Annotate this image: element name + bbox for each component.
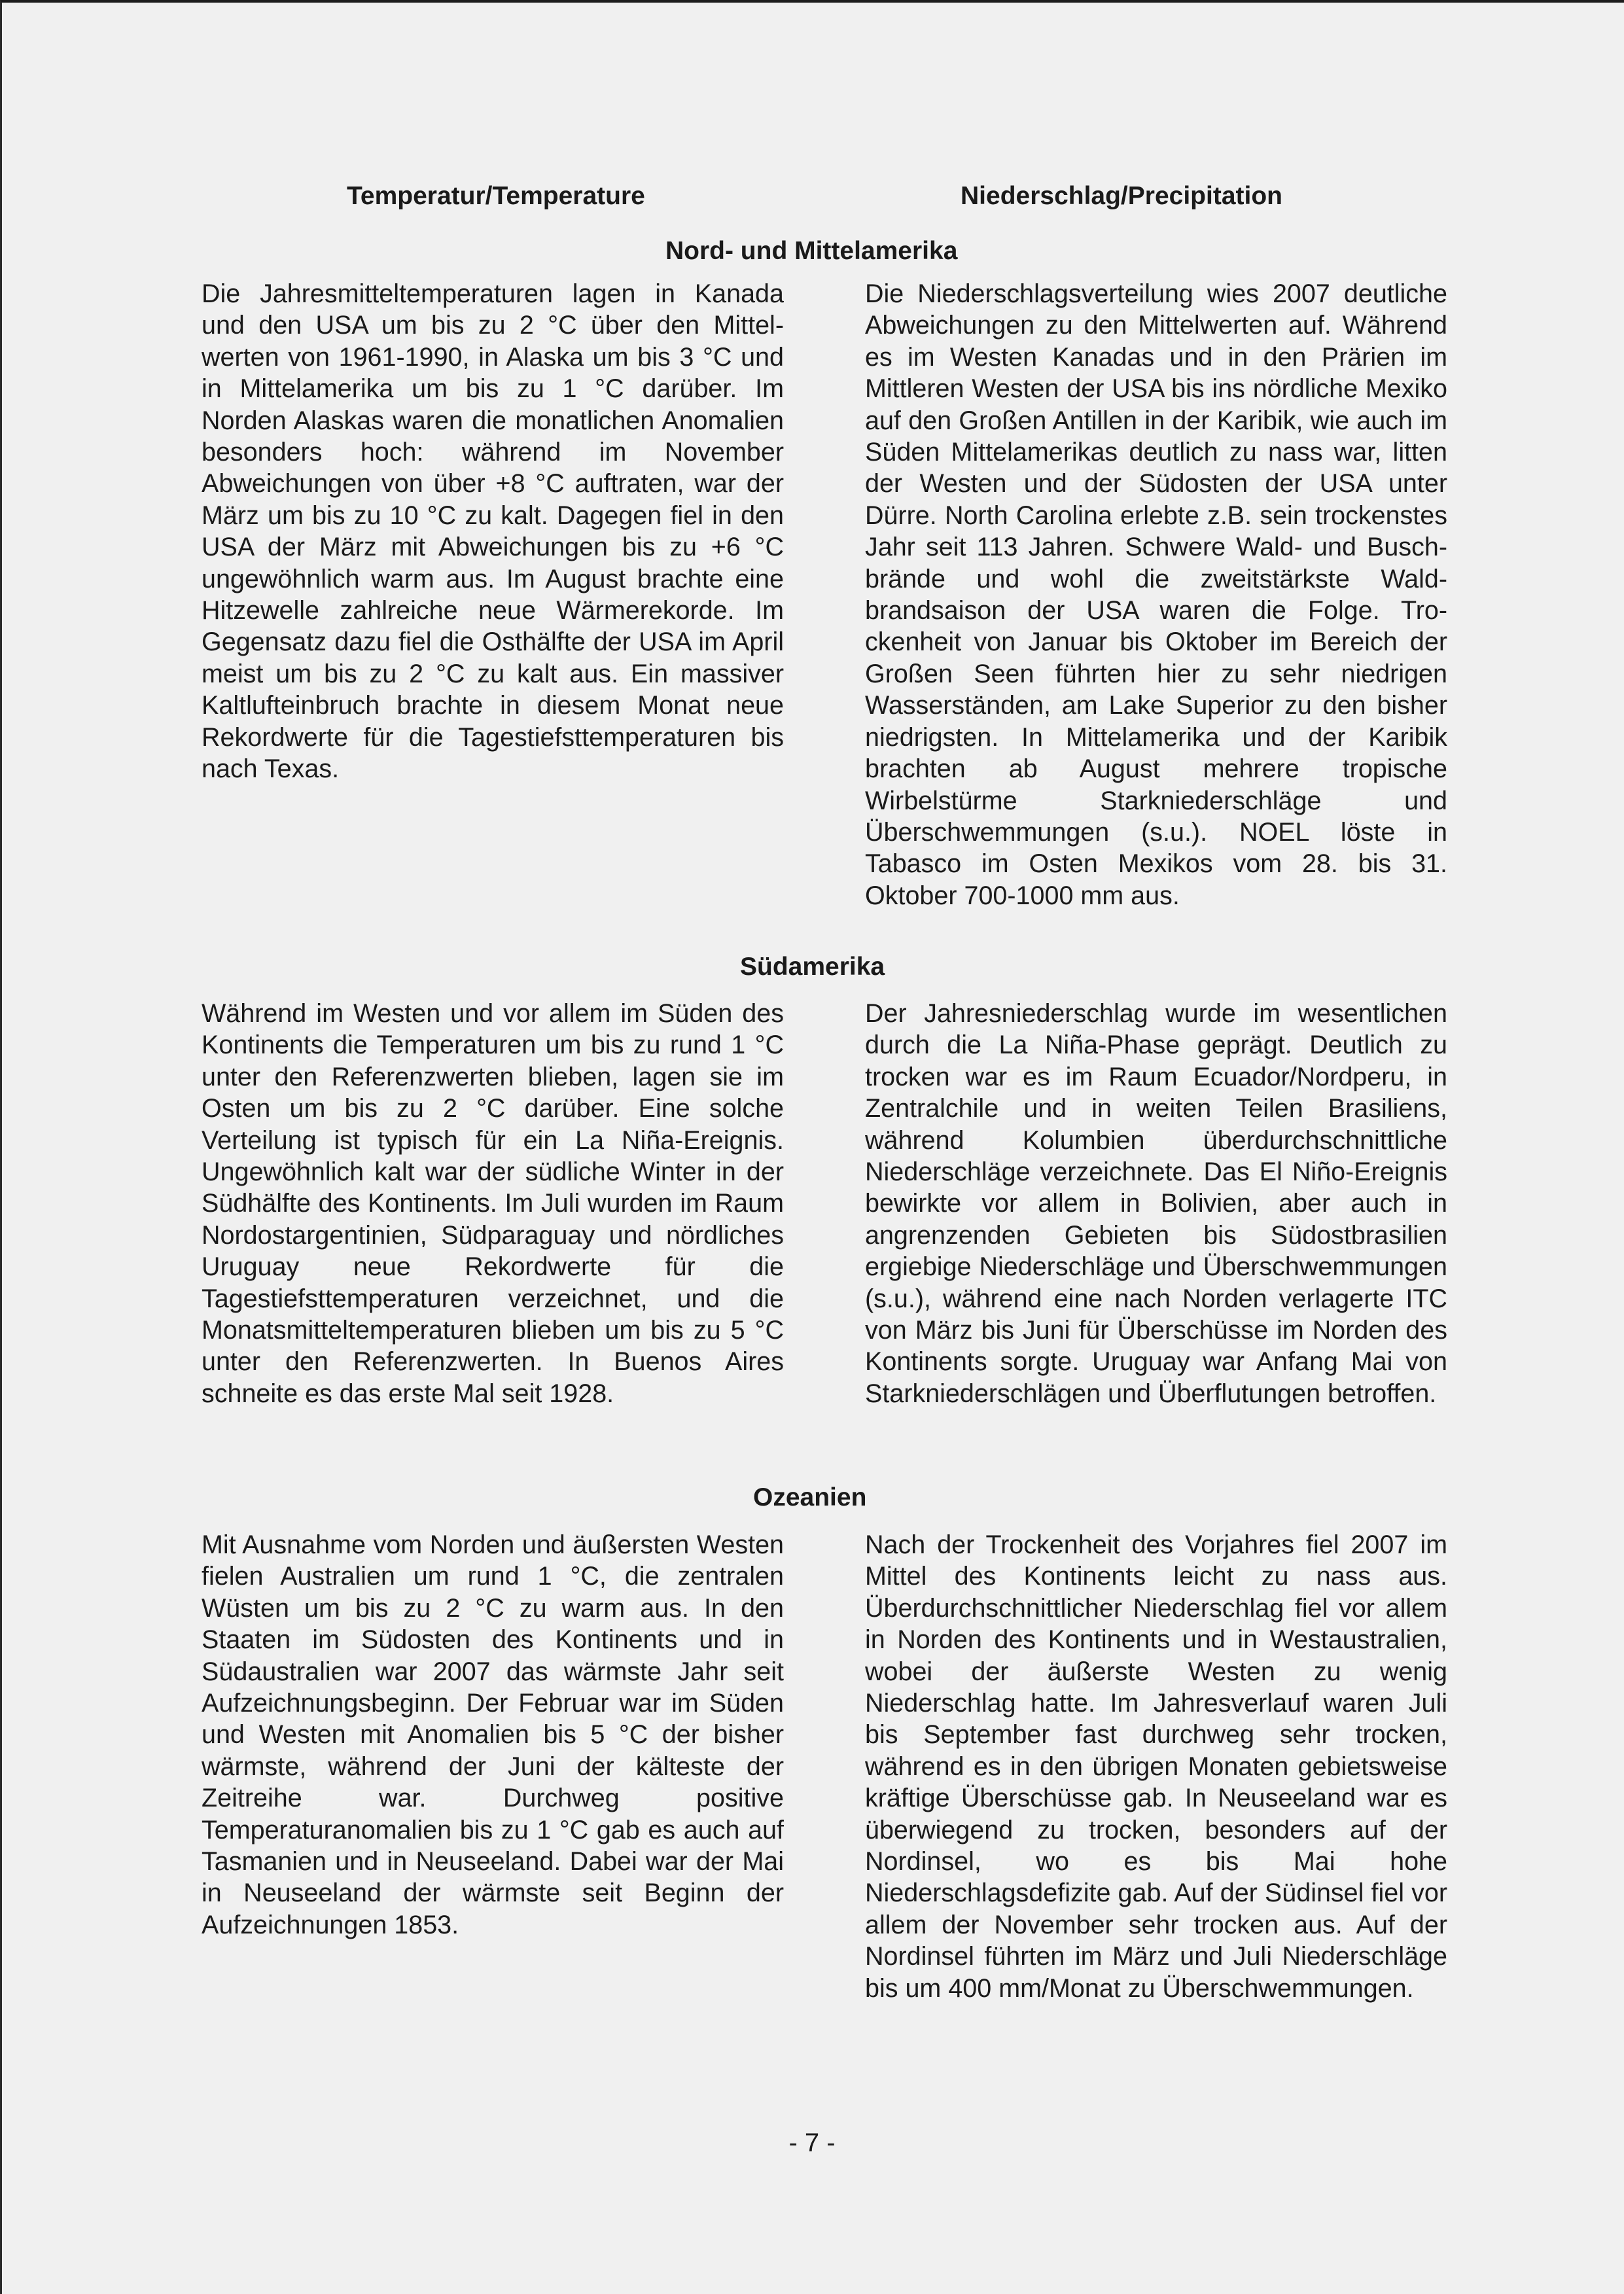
south-america-temperature-text: Während im Westen und vor allem im Süden des Kontinents die Temperaturen um bis zu rund 1 °C unter den Referenzwerten blieben, lagen sie im Osten um bis zu 2 °C darüber. Eine solche Verteilung ist typisch für ein La Niña-Ereignis. Ungewöhnlich kalt war der südliche Winter in der Südhälfte des Kontinents. Im Juli wurden im Raum Nordostargentinien, Südparaguay und nördliches Uruguay neue Rekordwerte für die Tagestiefsttemperaturen verzeichnet, und die Monatsmitteltemperaturen blieben um bis zu 5 °C unter den Referenzwerten. In Buenos Aires schneite es das erste Mal seit 1928. [202, 999, 784, 1408]
precipitation-column-heading: Niederschlag/Precipitation [961, 182, 1282, 210]
north-central-america-temperature-text: Die Jahresmitteltemperaturen lagen in Kanada und den USA um bis zu 2 °C über den Mittelwerten von 1961-1990, in Alaska um bis 3 °C und in Mittelamerika um bis zu 1 °C darüber. Im Norden Alaskas waren die monatlichen Anomalien besonders hoch: während im November Abweichungen von über +8 °C auftraten, war der März um bis zu 10 °C zu kalt. Dagegen fiel in den USA der März mit Abweichungen bis zu +6 °C ungewöhnlich warm aus. Im August brachte eine Hitzewelle zahlreiche neue Wärmerekorde. Im Gegensatz dazu fiel die Osthälfte der USA im April meist um bis zu 2 °C zu kalt aus. Ein massiver Kaltlufteinbruch brachte in diesem Monat neue Rekordwerte für die Tagestiefsttemperaturen bis nach Texas. [202, 279, 784, 784]
south-america-precipitation-text: Der Jahresniederschlag wurde im wesentlichen durch die La Niña-Phase geprägt. Deutlich zu trocken war es im Raum Ecuador/Nordperu, in Zentralchile und in weiten Teilen Brasiliens, während Kolumbien überdurchschnittliche Niederschläge verzeichnete. Das El Niño-Ereignis bewirkte vor allem in Bolivien, aber auch in angrenzenden Gebieten bis Südostbrasilien ergiebige Niederschläge und Überschwemmungen (s.u.), während eine nach Norden verlagerte ITC von März bis Juni für Überschüsse im Norden des Kontinents sorgte. Uruguay war Anfang Mai von Starkniederschlägen und Überflutungen betroffen. [865, 999, 1447, 1408]
temperature-column-heading: Temperatur/Temperature [347, 182, 645, 210]
page-number: - 7 - [788, 2128, 836, 2157]
section-title-south-america: Südamerika [740, 953, 885, 981]
oceania-precipitation-text: Nach der Trockenheit des Vorjahres fiel 2007 im Mittel des Kontinents leicht zu nass aus. Überdurchschnittlicher Niederschlag fiel vor allem in Norden des Kontinents und in Westaustralien, wobei der äußerste Westen zu wenig Niederschlag hatte. Im Jahresverlauf waren Juli bis September fast durchweg sehr trocken, während es in den übrigen Monaten gebietsweise kräftige Überschüsse gab. In Neuseeland war es überwiegend zu trocken, besonders auf der Nordinsel, wo es bis Mai hohe Niederschlagsdefizite gab. Auf der Südinsel fiel vor allem der November sehr trocken aus. Auf der Nordinsel führten im März und Juli Niederschläge bis um 400 mm/Monat zu Überschwemmungen. [865, 1530, 1447, 2003]
section-title-north-central-america: Nord- und Mittelamerika [665, 237, 958, 265]
north-central-america-precipitation-text: Die Niederschlagsverteilung wies 2007 deutliche Abweichungen zu den Mittelwerten auf. Während es im Westen Kanadas und in den Prärien im Mittleren Westen der USA bis ins nördliche Mexiko auf den Großen Antillen in der Karibik, wie auch im Süden Mittelamerikas deutlich zu nass war, litten der Westen und der Südosten der USA unter Dürre. North Carolina erlebte z.B. sein trockenstes Jahr seit 113 Jahren. Schwere Wald- und Buschbrände und wohl die zweitstärkste Waldbrandsaison der USA waren die Folge. Trockenheit von Januar bis Oktober im Bereich der Großen Seen führten hier zu sehr niedrigen Wasserständen, am Lake Superior zu den bisher niedrigsten. In Mittelamerika und der Karibik brachten ab August mehrere tropische Wirbelstürme Starkniederschläge und Überschwemmungen (s.u.). NOEL löste in Tabasco im Osten Mexikos vom 28. bis 31. Oktober 700-1000 mm aus. [865, 279, 1447, 910]
section-title-oceania: Ozeanien [753, 1483, 867, 1511]
oceania-temperature-text: Mit Ausnahme vom Norden und äußersten Westen fielen Australien um rund 1 °C, die zentralen Wüsten um bis zu 2 °C zu warm aus. In den Staaten im Südosten des Kontinents und in Südaustralien war 2007 das wärmste Jahr seit Aufzeichnungsbeginn. Der Februar war im Süden und Westen mit Anomalien bis 5 °C der bisher wärmste, während der Juni der kälteste der Zeitreihe war. Durchweg positive Temperaturanomalien bis zu 1 °C gab es auch auf Tasmanien und in Neuseeland. Dabei war der Mai in Neuseeland der wärmste seit Beginn der Aufzeichnungen 1853. [202, 1530, 784, 1939]
